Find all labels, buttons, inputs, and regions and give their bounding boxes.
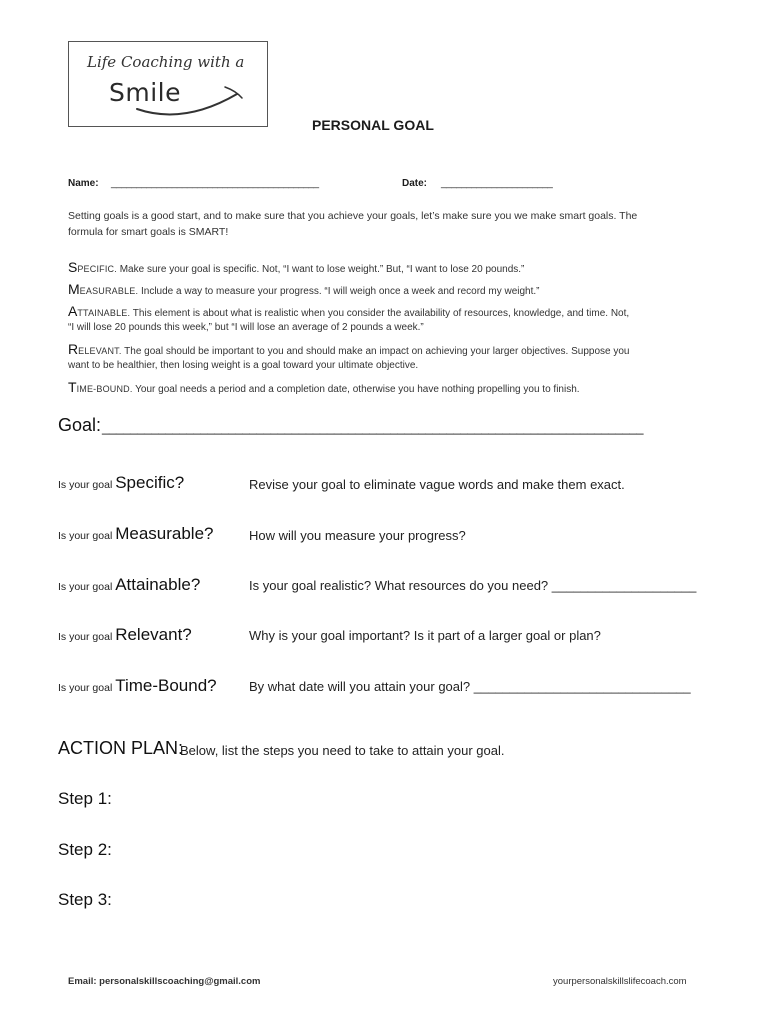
goal-field[interactable]: _____________________________________________________________________________ (102, 420, 644, 435)
smart-attainable: ATTAINABLE. This element is about what is realistic when you consider the availability of resources, knowledge, and time. Not, (68, 303, 630, 319)
page-title: PERSONAL GOAL (312, 117, 434, 133)
goal-label: Goal: (58, 415, 102, 435)
name-label: Name: (68, 178, 99, 189)
help-specific: Revise your goal to eliminate vague words and make them exact. (249, 477, 625, 492)
smart-specific: SPECIFIC. Make sure your goal is specific. Not, “I want to lose weight.” But, “I want to lose 20 pounds.” (68, 259, 525, 275)
logo (68, 41, 268, 127)
question-timebound: Is your goal Time-Bound? (58, 676, 217, 695)
smart-attainable-cont: “I will lose 20 pounds this week,” but “I will lose an average of 2 pounds a week.” (68, 322, 424, 333)
step-3-label: Step 3: (58, 890, 112, 909)
smart-timebound: TIME-BOUND. Your goal needs a period and a completion date, otherwise you have nothing propelling you to finish. (68, 379, 580, 395)
question-specific: Is your goal Specific? (58, 473, 185, 492)
smart-relevant: RELEVANT. The goal should be important to you and should make an impact on achieving your larger objectives. Suppose you (68, 341, 630, 357)
smart-measurable: MEASURABLE. Include a way to measure your progress. “I will weigh once a week and record my weight.” (68, 281, 540, 297)
footer-website: yourpersonalskillslifecoach.com (553, 976, 687, 987)
date-label: Date: (402, 178, 428, 189)
help-timebound[interactable]: By what date will you attain your goal? ______________________________ (249, 679, 691, 694)
intro-text-line2: formula for smart goals is SMART! (68, 226, 229, 238)
date-field[interactable]: ______________________ (441, 178, 553, 189)
help-measurable: How will you measure your progress? (249, 528, 466, 543)
footer-email: Email: personalskillscoaching@gmail.com (68, 976, 261, 987)
action-plan-description: Below, list the steps you need to take to attain your goal. (180, 743, 505, 758)
logo-wordmark: Smile (109, 78, 181, 107)
step-2-label: Step 2: (58, 840, 112, 859)
help-attainable[interactable]: Is your goal realistic? What resources do you need? ____________________ (249, 578, 697, 593)
logo-tagline: Life Coaching with a (87, 53, 245, 71)
action-plan-title: ACTION PLAN: (58, 738, 184, 758)
name-field[interactable]: _________________________________________ (111, 178, 319, 189)
question-measurable: Is your goal Measurable? (58, 524, 214, 543)
smile-swoosh-icon (99, 77, 249, 127)
help-relevant: Why is your goal important? Is it part of a larger goal or plan? (249, 628, 601, 643)
question-attainable: Is your goal Attainable? (58, 575, 201, 594)
step-1-label: Step 1: (58, 789, 112, 808)
question-relevant: Is your goal Relevant? (58, 625, 192, 644)
intro-text-line1: Setting goals is a good start, and to make sure that you achieve your goals, let’s make sure you we make smart goals. The (68, 210, 638, 222)
smart-relevant-cont: want to be healthier, then losing weight is a goal toward your ultimate objective. (68, 360, 419, 371)
